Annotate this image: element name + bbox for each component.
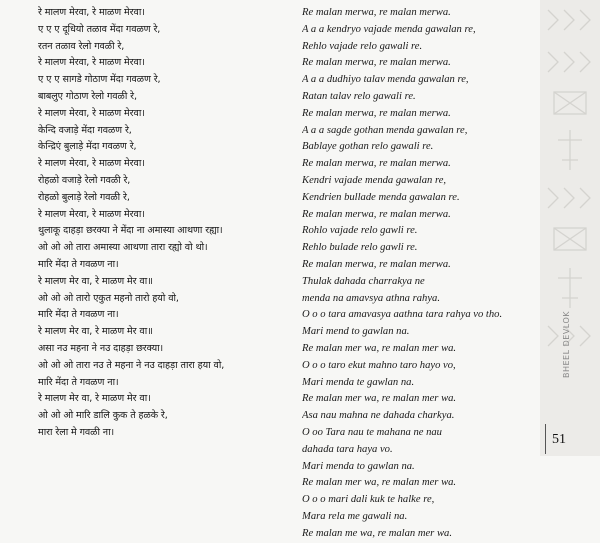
hindi-line: केन्द्रिएं बुलाड़े मेंदा गवळण रे, — [38, 141, 137, 153]
english-line: Re malan merwa, re malan merwa. — [302, 107, 451, 119]
english-line: Kendrien bullade menda gawalan re. — [302, 191, 460, 203]
hindi-line: ए ए ए सागडे गोठाण मेंदा गवळण रे, — [38, 74, 161, 86]
english-line: Thulak dahada charrakya ne — [302, 275, 425, 287]
hindi-line: ओ ओ ओ तारा अमास्या आथणा तारा रह्यो वो थो। — [38, 242, 208, 254]
english-line: Rehlo vajade relo gawali re. — [302, 40, 423, 52]
english-line: A a a kendryo vajade menda gawalan re, — [302, 23, 476, 35]
hindi-line: केन्दि वजाड़े मेंदा गवळण रे, — [38, 124, 132, 136]
book-title-vertical: BHEEL DEVLOK — [562, 310, 571, 378]
english-line: A a a dudhiyo talav menda gawalan re, — [302, 74, 469, 86]
hindi-line: ओ ओ ओ तारो एकुत महनो तारो हयो वो, — [38, 292, 179, 304]
hindi-line: मारि मेंदा ते गवळण ना। — [38, 258, 119, 270]
english-line: Mari menda to gawlan na. — [302, 460, 415, 472]
english-line: Re malan merwa, re malan merwa. — [302, 57, 451, 69]
english-line: Re malan me wa, re malan mer wa. — [302, 527, 452, 539]
hindi-line: रे मालण मेर वा, रे माळण मेर वा। — [38, 393, 151, 405]
english-line: O o o tara amavasya aathna tara rahya vo tho. — [302, 309, 503, 321]
english-line: Ratan talav relo gawali re. — [302, 90, 416, 102]
english-line: Rehlo bulade relo gawli re. — [302, 242, 418, 254]
english-line: Asa nau mahna ne dahada charkya. — [302, 410, 455, 422]
english-line: Re malan merwa, re malan merwa. — [302, 7, 451, 18]
english-line: Kendri vajade menda gawalan re, — [302, 174, 447, 186]
page-number: 51 — [552, 432, 566, 447]
hindi-line: रे मालण मेरवा, रे माळण मेरवा। — [38, 158, 145, 170]
english-line: O o o taro ekut mahno taro hayo vo, — [302, 359, 456, 371]
english-line: O oo Tara nau te mahana ne nau — [302, 426, 442, 438]
hindi-line: रे मालण मेरवा, रे माळण मेरवा। — [38, 7, 145, 18]
hindi-line: ए ए ए दूधियो तळाव मेंदा गवळण रे, — [38, 23, 161, 35]
english-line: Bablaye gothan relo gawali re. — [302, 141, 434, 153]
english-line: Rohlo vajade relo gawli re. — [302, 225, 418, 237]
hindi-line: बाबलुए गोठाण रेलो गवळी रे, — [38, 90, 137, 102]
hindi-line: रे मालण मेर वा, रे माळण मेर वा॥ — [38, 326, 153, 338]
english-line: O o o mari dali kuk te halke re, — [302, 494, 435, 506]
tribal-pattern-icon — [540, 0, 600, 456]
hindi-verse-column — [38, 5, 288, 442]
english-line: menda na amavsya athna rahya. — [302, 292, 440, 304]
english-line: Mari menda te gawlan na. — [302, 376, 415, 388]
hindi-line: रे मालण मेरवा, रे माळण मेरवा। — [38, 208, 145, 220]
english-line: Re malan mer wa, re malan mer wa. — [302, 393, 457, 405]
decorative-border-strip — [540, 0, 600, 456]
english-line: dahada tara haya vo. — [302, 443, 393, 455]
hindi-line: ओ ओ ओ मारि डालि कुक ते हळके रे, — [38, 410, 168, 422]
hindi-line: रे मालण मेरवा, रे माळण मेरवा। — [38, 57, 145, 69]
english-line: Re malan merwa, re malan merwa. — [302, 208, 451, 220]
hindi-line: मारि मेंदा ते गवळण ना। — [38, 376, 119, 388]
english-line: Re malan mer wa, re malan mer wa. — [302, 477, 457, 489]
hindi-line: ओ ओ ओ तारा नउ ते महना ने नउ दाहड़ा तारा हया वो, — [38, 359, 225, 371]
english-line: Mara rela me gawali na. — [302, 510, 408, 522]
page-number-rule — [545, 424, 546, 454]
hindi-line: मारा रेला मे गवळी ना। — [38, 426, 115, 438]
english-line: A a a sagde gothan menda gawalan re, — [302, 124, 468, 136]
english-line: Re malan merwa, re malan merwa. — [302, 258, 451, 270]
english-line: Re malan merwa, re malan merwa. — [302, 158, 451, 170]
hindi-line: रे मालण मेरवा, रे माळण मेरवा। — [38, 107, 145, 119]
english-transliteration-column — [302, 5, 532, 543]
english-line: Re malan mer wa, re malan mer wa. — [302, 342, 457, 354]
hindi-line: रोहळो बुलाड़े रेलो गवळी रे, — [38, 191, 130, 203]
hindi-line: असा नउ महना ने नउ दाहड़ा छरक्या। — [38, 342, 164, 354]
hindi-line: रतन तळाव रेलो गवळी रे, — [38, 40, 125, 52]
hindi-line: रे मालण मेर वा, रे माळण मेर वा॥ — [38, 275, 153, 287]
hindi-line: थुलाकू दाहड़ा छरक्या ने मेंदा ना अमास्या आथणा रह्या। — [38, 225, 223, 237]
english-line: Mari mend to gawlan na. — [302, 326, 410, 338]
hindi-line: मारि मेंदा ते गवळण ना। — [38, 309, 119, 321]
hindi-line: रोहळो वजाड़े रेलो गवळी रे, — [38, 174, 131, 186]
